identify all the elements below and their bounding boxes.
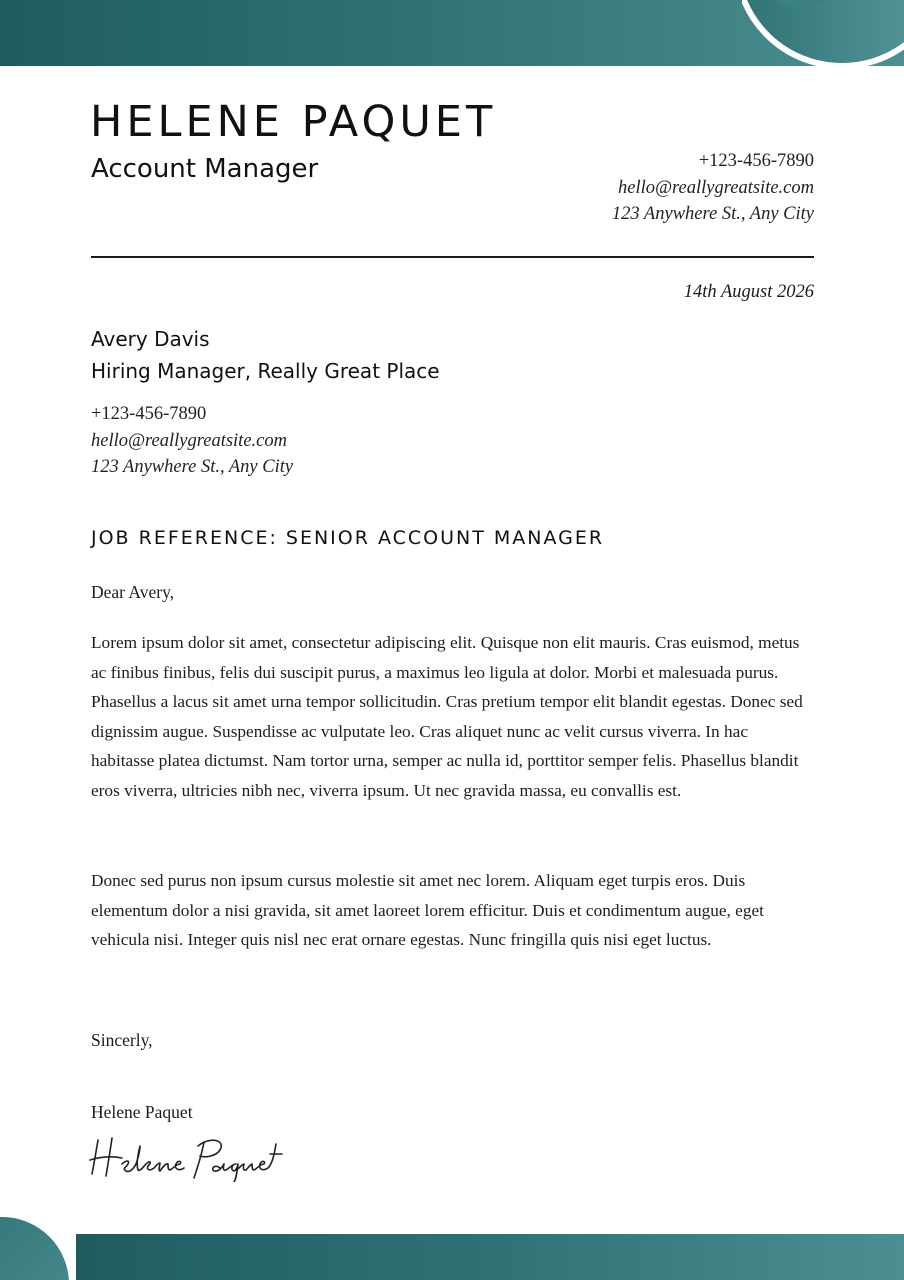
salutation: Dear Avery, xyxy=(91,582,175,602)
body-paragraph: Donec sed purus non ipsum cursus molestie sit amet nec lorem. Aliquam eget turpis eros. Duis elementum dolor a nisi gravida, sit amet laoreet lorem efficitur. Duis et condimentum augue, eget vehicula nisi. Integer quis nisl nec erat ornare egestas. Nunc fringilla quis nisi eget luctus. xyxy=(91,871,764,949)
recipient-email: hello@reallygreatsite.com xyxy=(91,430,287,451)
sender-name-heading: HELENE PAQUET xyxy=(90,97,497,147)
sender-phone: +123-456-7890 xyxy=(698,151,814,171)
handwritten-signature xyxy=(86,1130,286,1182)
sender-address: 123 Anywhere St., Any City xyxy=(611,204,814,224)
closing: Sincerly, xyxy=(91,1030,153,1050)
top-corner-circle-decoration xyxy=(742,0,904,66)
bottom-decorative-band xyxy=(76,1234,904,1280)
sender-contact-block xyxy=(612,148,814,228)
letter-date: 14th August 2026 xyxy=(683,282,814,302)
body-paragraph: Lorem ipsum dolor sit amet, consectetur adipiscing elit. Quisque non elit mauris. Cras euismod, metus ac finibus finibus, felis dui suscipit purus, a maximus leo ligula at dolor. Morbi et malesuada purus. Phasellus a lacus sit amet urna tempor sollicitudin. Cras pretium tempor elit blandit egestas. Donec sed dignissim augue. Suspendisse ac vulputate leo. Cras aliquet nunc ac velit cursus viverra. In hac habitasse platea dictumst. Nam tortor urna, semper ac nulla id, porttitor semper felis. Phasellus blandit eros viverra, ultricies nibh nec, viverra ipsum. Ut nec gravida massa, eu convallis est. xyxy=(91,633,803,800)
recipient-contact-block xyxy=(91,401,293,481)
bottom-corner-circle-decoration xyxy=(0,1214,80,1280)
sender-signoff-name: Helene Paquet xyxy=(91,1102,193,1122)
recipient-name: Avery Davis xyxy=(91,327,210,351)
job-reference-heading: JOB REFERENCE: SENIOR ACCOUNT MANAGER xyxy=(91,527,605,549)
recipient-phone: +123-456-7890 xyxy=(91,404,207,424)
sender-role: Account Manager xyxy=(91,154,319,184)
header-divider xyxy=(91,256,814,258)
recipient-title: Hiring Manager, Really Great Place xyxy=(91,359,440,383)
sender-email: hello@reallygreatsite.com xyxy=(618,177,814,198)
recipient-address: 123 Anywhere St., Any City xyxy=(91,457,294,477)
